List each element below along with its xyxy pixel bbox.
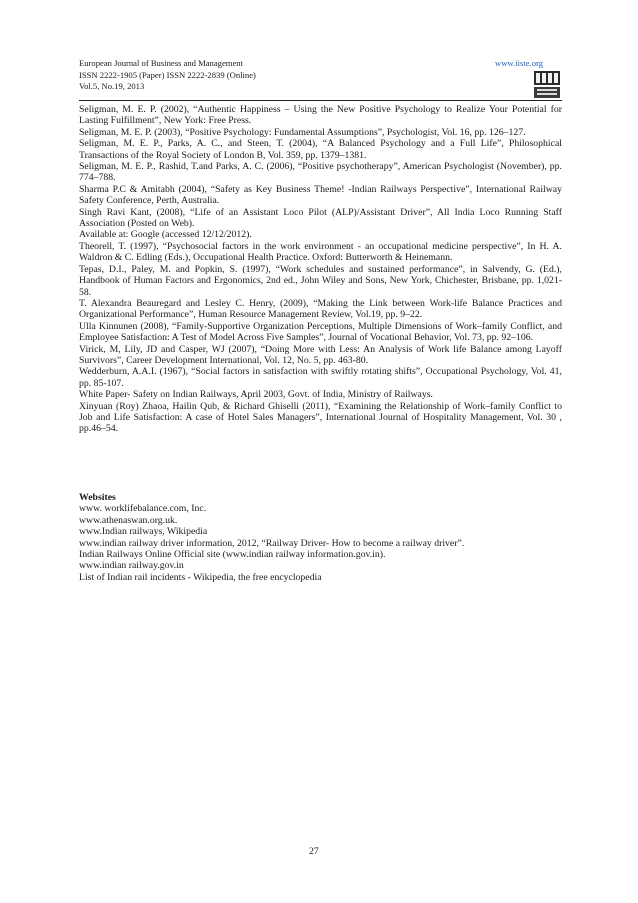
journal-website-link[interactable]: www.iiste.org: [495, 58, 543, 68]
reference-item: Ulla Kinnunen (2008), “Family-Supportive Organization Perceptions, Multiple Dimensions of Work–family Conflict, and Employee Satisfaction: A Test of Model Across Five Samples”, Journal of Vocational Behavior, Vol. 73, pp. 92–106.: [79, 320, 562, 344]
website-item: www.Indian railways, Wikipedia: [79, 526, 208, 538]
reference-item: Xinyuan (Roy) Zhaoa, Hailin Qub, & Richard Ghiselli (2011), “Examining the Relationship of Work–family Conflict to Job and Life Satisfaction: A case of Hotel Sales Managers”, International Journal of Hospitality Management, Vol. 30 , pp.46–54.: [79, 400, 562, 435]
iiste-logo: [532, 68, 562, 100]
reference-item: Sharma P.C & Amitabh (2004), “Safety as Key Business Theme! -Indian Railways Perspective”, International Railway Safety Conference, Perth, Australia.: [79, 183, 562, 207]
reference-item: Theorell, T. (1997), “Psychosocial factors in the work environment - an occupational medicine perspective”, In H. A. Waldron & C. Edling (Eds.), Occupational Health Practice. Oxford: Butterworth & Heinemann.: [79, 240, 562, 264]
website-item: www. worklifebalance.com, Inc.: [79, 503, 207, 515]
website-item: www.indian railway driver information, 2012, “Railway Driver- How to become a railway driver”.: [79, 537, 465, 549]
journal-volume: Vol.5, No.19, 2013: [79, 81, 145, 91]
reference-item: Seligman, M. E. P. (2002), “Authentic Happiness – Using the New Positive Psychology to Realize Your Potential for Lasting Fulfillment”, New York: Free Press.: [79, 104, 562, 127]
page-number: 27: [309, 846, 319, 857]
website-item: www.athenaswan.org.uk.: [79, 514, 178, 526]
websites-section: [79, 492, 562, 583]
reference-item: Tepas, D.I., Paley, M. and Popkin, S. (1997), “Work schedules and sustained performance”, in Salvendy, G. (Ed.), Handbook of Human Factors and Ergonomics, 2nd ed., John Wiley and Sons, New York, Chichester, Brisbane, pp. 1,021-58.: [79, 263, 562, 298]
reference-item: Seligman, M. E. P., Rashid, T.and Parks, A. C. (2006), “Positive psychotherapy”, American Psychologist (November), pp. 774–788.: [79, 161, 562, 184]
reference-item: Wedderburn, A.A.I. (1967), “Social factors in satisfaction with swiftly rotating shifts”, Occupational Psychology, Vol. 41, pp. 85-107.: [79, 366, 562, 389]
journal-name: European Journal of Business and Management: [79, 58, 243, 68]
reference-item: Virick, M, Lily, JD and Casper, WJ (2007), “Doing More with Less: An Analysis of Work life Balance among Layoff Survivors”, Career Development International, Vol. 12, No. 5, pp. 463-80.: [79, 343, 562, 366]
reference-item: Seligman, M. E. P., Parks, A. C., and Steen, T. (2004), “A Balanced Psychology and a Full Life”, Philosophical Transactions of the Royal Society of London B, Vol. 359, pp. 1379–1381.: [79, 138, 562, 161]
reference-list: [79, 104, 562, 435]
reference-item: Singh Ravi Kant, (2008), “Life of an Assistant Loco Pilot (ALP)/Assistant Driver”, All India Loco Running Staff Association (Posted on Web).: [79, 206, 562, 230]
website-item: www.indian railway.gov.in: [79, 560, 184, 572]
reference-item: Seligman, M. E. P. (2003), “Positive Psychology: Fundamental Assumptions”, Psychologist, Vol. 16, pp. 126–127.: [79, 126, 526, 138]
website-item: List of Indian rail incidents - Wikipedia, the free encyclopedia: [79, 571, 322, 583]
reference-item: T. Alexandra Beauregard and Lesley C. Henry, (2009), “Making the Link between Work-life Balance Practices and Organizational Performance”, Human Resource Management Review, Vol.19, pp. 9–22.: [79, 297, 562, 321]
website-item: Indian Railways Online Official site (www.indian railway information.gov.in).: [79, 549, 386, 561]
journal-issn: ISSN 2222-1905 (Paper) ISSN 2222-2839 (Online): [79, 69, 256, 80]
reference-item: White Paper- Safety on Indian Railways, April 2003, Govt. of India, Ministry of Railways.: [79, 389, 433, 401]
reference-item: Available at: Google (accessed 12/12/2012).: [79, 229, 252, 241]
header-divider: [79, 100, 562, 101]
websites-heading: Websites: [79, 492, 116, 503]
page-header: [79, 58, 562, 102]
